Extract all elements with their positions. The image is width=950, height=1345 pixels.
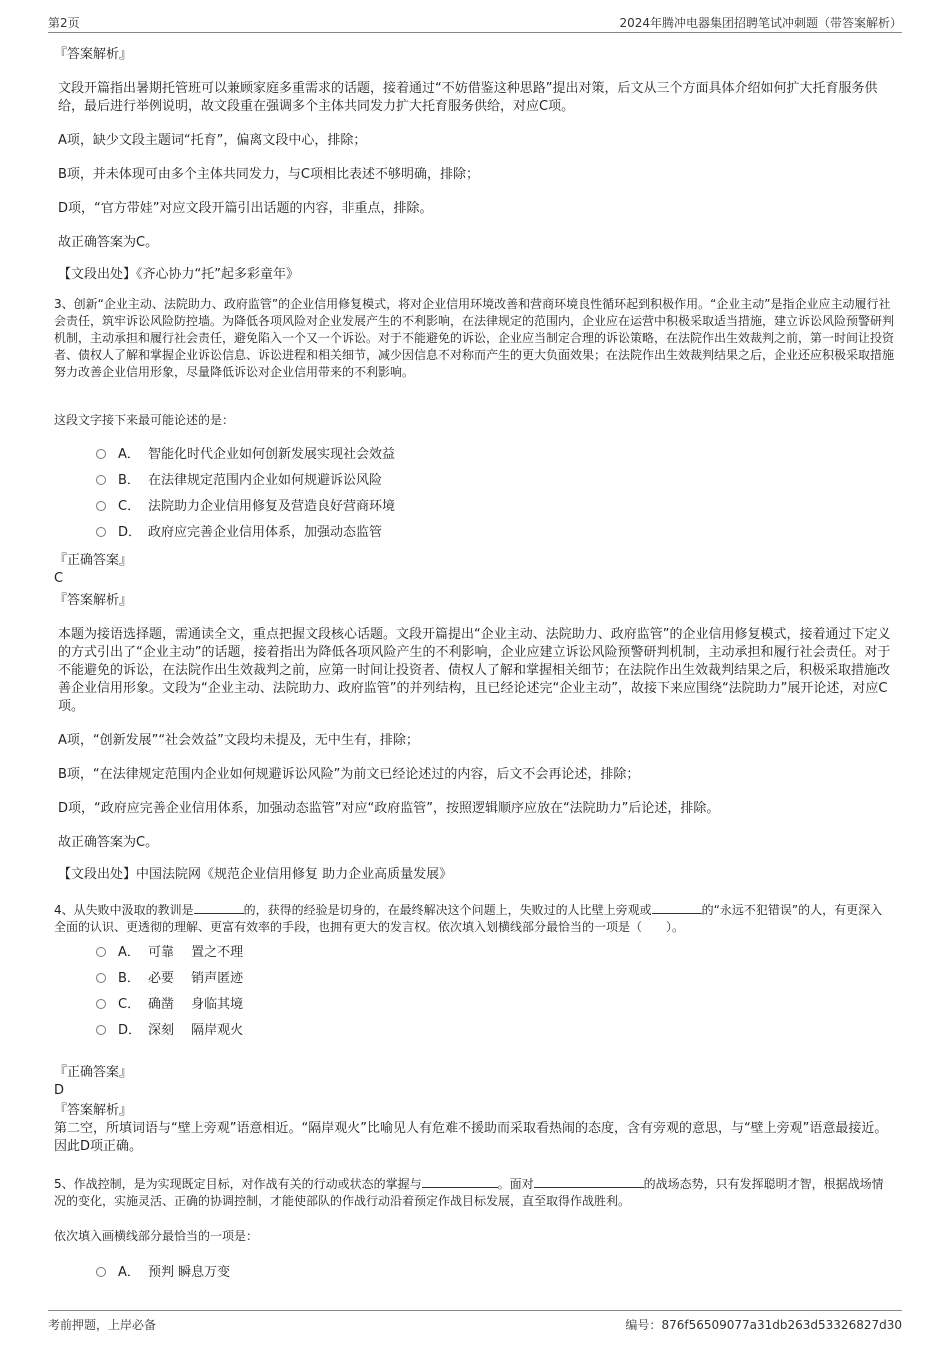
radio-icon[interactable] bbox=[96, 527, 106, 537]
q3-option-a-text: 智能化时代企业如何创新发展实现社会效益 bbox=[148, 447, 396, 462]
footer-slogan: 考前押题，上岸必备 bbox=[48, 1318, 157, 1332]
q4-stem: 4、从失败中汲取的教训是 的，获得的经验是切身的，在最终解决这个问题上，失败过的人比壁上旁观或 的“永远不犯错误”的人，有更深入全面的认识、更透彻的理解、更富有效率的手段，也拥有更大的发言权。依次填入划横线部分最恰当的一项是（ ）。 bbox=[54, 903, 883, 934]
radio-icon[interactable] bbox=[96, 947, 106, 957]
q4-option-b-text: 必要 销声匿迹 bbox=[148, 971, 244, 986]
radio-icon[interactable] bbox=[96, 973, 106, 983]
q4-option-c-text: 确凿 身临其境 bbox=[148, 997, 244, 1012]
radio-icon[interactable] bbox=[96, 1025, 106, 1035]
q3-option-b-note: B项，“在法律规定范围内企业如何规避诉讼风险”为前文已经论述过的内容，后文不会再论述，排除； bbox=[58, 767, 640, 782]
q4-option-d-text: 深刻 隔岸观火 bbox=[148, 1023, 244, 1038]
q3-option-d[interactable]: D． 政府应完善企业信用体系，加强动态监管 bbox=[96, 524, 382, 542]
q5-blank-1 bbox=[422, 1187, 498, 1188]
q4-analysis-label: 『答案解析』 bbox=[54, 1103, 133, 1118]
q2-option-b-note: B项，并未体现可由多个主体共同发力，与C项相比表述不够明确，排除； bbox=[58, 167, 479, 182]
q2-source: 【文段出处】《齐心协力“托”起多彩童年》 bbox=[58, 267, 299, 282]
q3-option-b-text: 在法律规定范围内企业如何规避诉讼风险 bbox=[148, 473, 383, 488]
document-title: 2024年腾冲电器集团招聘笔试冲刺题（带答案解析） bbox=[619, 16, 902, 30]
page-header bbox=[48, 12, 902, 33]
q3-option-d-note: D项，“政府应完善企业信用体系，加强动态监管”对应“政府监管”，按照逻辑顺序应放在“法院助力”后论述，排除。 bbox=[58, 801, 720, 816]
q5-option-a[interactable]: A． 预判 瞬息万变 bbox=[96, 1264, 230, 1282]
q5-prompt: 依次填入画横线部分最恰当的一项是： bbox=[54, 1229, 259, 1243]
q3-conclusion: 故正确答案为C。 bbox=[58, 835, 159, 850]
q5-stem-block bbox=[54, 1176, 894, 1210]
radio-icon[interactable] bbox=[96, 501, 106, 511]
radio-icon[interactable] bbox=[96, 449, 106, 459]
q4-answer: D bbox=[54, 1083, 65, 1098]
q2-option-d-note: D项，“官方带娃”对应文段开篇引出话题的内容，非重点，排除。 bbox=[58, 201, 433, 216]
q2-analysis-text: 文段开篇指出暑期托管班可以兼顾家庭多重需求的话题，接着通过“不妨借鉴这种思路”提出对策，后文从三个方面具体介绍如何扩大托育服务供给，最后进行举例说明，故文段重在强调多个主体共同发力扩大托育服务供给，对应C项。 bbox=[58, 81, 878, 114]
page-footer bbox=[48, 1310, 902, 1335]
q2-analysis-label: 『答案解析』 bbox=[54, 47, 133, 62]
q4-option-c[interactable]: C． 确凿 身临其境 bbox=[96, 996, 243, 1014]
q3-option-c-text: 法院助力企业信用修复及营造良好营商环境 bbox=[148, 499, 396, 514]
q4-answer-label: 『正确答案』 bbox=[54, 1065, 133, 1080]
q3-answer: C bbox=[54, 571, 64, 586]
q5-option-a-text: 预判 瞬息万变 bbox=[148, 1265, 231, 1280]
q2-analysis-block bbox=[54, 80, 894, 116]
q4-stem-block bbox=[54, 902, 894, 936]
q4-option-d[interactable]: D． 深刻 隔岸观火 bbox=[96, 1022, 243, 1040]
q4-option-a-text: 可靠 置之不理 bbox=[148, 945, 244, 960]
q4-blank-2 bbox=[652, 913, 702, 914]
q3-stem-block bbox=[54, 296, 894, 381]
q3-answer-label: 『正确答案』 bbox=[54, 553, 133, 568]
q3-prompt: 这段文字接下来最可能论述的是： bbox=[54, 413, 235, 427]
footer-code: 编号：876f56509077a31db263d53326827d30 bbox=[625, 1318, 902, 1332]
q2-conclusion: 故正确答案为C。 bbox=[58, 235, 159, 250]
q4-analysis-text: 第二空，所填词语与“壁上旁观”语意相近。“隔岸观火”比喻见人有危难不援助而采取看热闹的态度，含有旁观的意思，与“壁上旁观”语意最接近。因此D项正确。 bbox=[54, 1121, 888, 1154]
page-number: 第2页 bbox=[48, 16, 80, 30]
q4-blank-1 bbox=[194, 913, 244, 914]
q4-option-b[interactable]: B． 必要 销声匿迹 bbox=[96, 970, 243, 988]
q5-blank-2 bbox=[534, 1187, 644, 1188]
q2-option-a-note: A项，缺少文段主题词“托育”，偏离文段中心，排除； bbox=[58, 133, 367, 148]
q3-option-a[interactable]: A． 智能化时代企业如何创新发展实现社会效益 bbox=[96, 446, 395, 464]
q3-stem: 3、创新“企业主动、法院助力、政府监管”的企业信用修复模式，将对企业信用环境改善和营商环境良性循环起到积极作用。“企业主动”是指企业应主动履行社会责任，筑牢诉讼风险防控墙。为降低各项风险对企业发展产生的不利影响，在法律规定的范围内，企业应在运营中积极采取适当措施，建立诉讼风险预警研判机制，主动承担和履行社会责任，避免陷入一个又一个诉讼。对于不能避免的诉讼，企业应当制定合理的诉讼策略，在法院作出生效裁判之前，第一时间让投资者、债权人了解和掌握企业诉讼信息、诉讼进程和相关细节，减少因信息不对称而产生的更大负面效果；在法院作出生效裁判结果之后，企业还应积极采取措施努力改善企业信用形象，尽量降低诉讼对企业信用带来的不利影响。 bbox=[54, 297, 895, 379]
q3-option-c[interactable]: C． 法院助力企业信用修复及营造良好营商环境 bbox=[96, 498, 395, 516]
q2-analysis-label-block bbox=[54, 46, 894, 64]
q3-analysis-text: 本题为接语选择题，需通读全文，重点把握文段核心话题。文段开篇提出“企业主动、法院助力、政府监管”的企业信用修复模式，接着通过下定义的方式引出了“企业主动”的话题，接着指出为降低各项风险产生的不利影响，企业应建立诉讼风险预警研判机制，主动承担和履行社会责任。对于不能避免的诉讼，在法院作出生效裁判之前，应第一时间让投资者、债权人了解和掌握相关细节；在法院作出生效裁判结果之后，积极采取措施改善企业信用形象。文段为“企业主动、法院助力、政府监管”的并列结构，且已经论述完“企业主动”，故接下来应围绕“法院助力”展开论述，对应C项。 bbox=[58, 627, 891, 714]
q3-analysis-label: 『答案解析』 bbox=[54, 593, 133, 608]
q3-option-b[interactable]: B． 在法律规定范围内企业如何规避诉讼风险 bbox=[96, 472, 382, 490]
q4-option-a[interactable]: A． 可靠 置之不理 bbox=[96, 944, 243, 962]
q3-option-d-text: 政府应完善企业信用体系，加强动态监管 bbox=[148, 525, 383, 540]
q3-option-a-note: A项，“创新发展”“社会效益”文段均未提及，无中生有，排除； bbox=[58, 733, 419, 748]
radio-icon[interactable] bbox=[96, 1267, 106, 1277]
q5-stem: 5、作战控制，是为实现既定目标，对作战有关的行动或状态的掌握与 。面对 的战场态势，只有发挥聪明才智，根据战场情况的变化，实施灵活、正确的协调控制，才能使部队的作战行动沿着预定作战目标发展，直至取得作战胜利。 bbox=[54, 1177, 884, 1208]
radio-icon[interactable] bbox=[96, 999, 106, 1009]
radio-icon[interactable] bbox=[96, 475, 106, 485]
q3-source: 【文段出处】中国法院网《规范企业信用修复 助力企业高质量发展》 bbox=[58, 867, 453, 882]
